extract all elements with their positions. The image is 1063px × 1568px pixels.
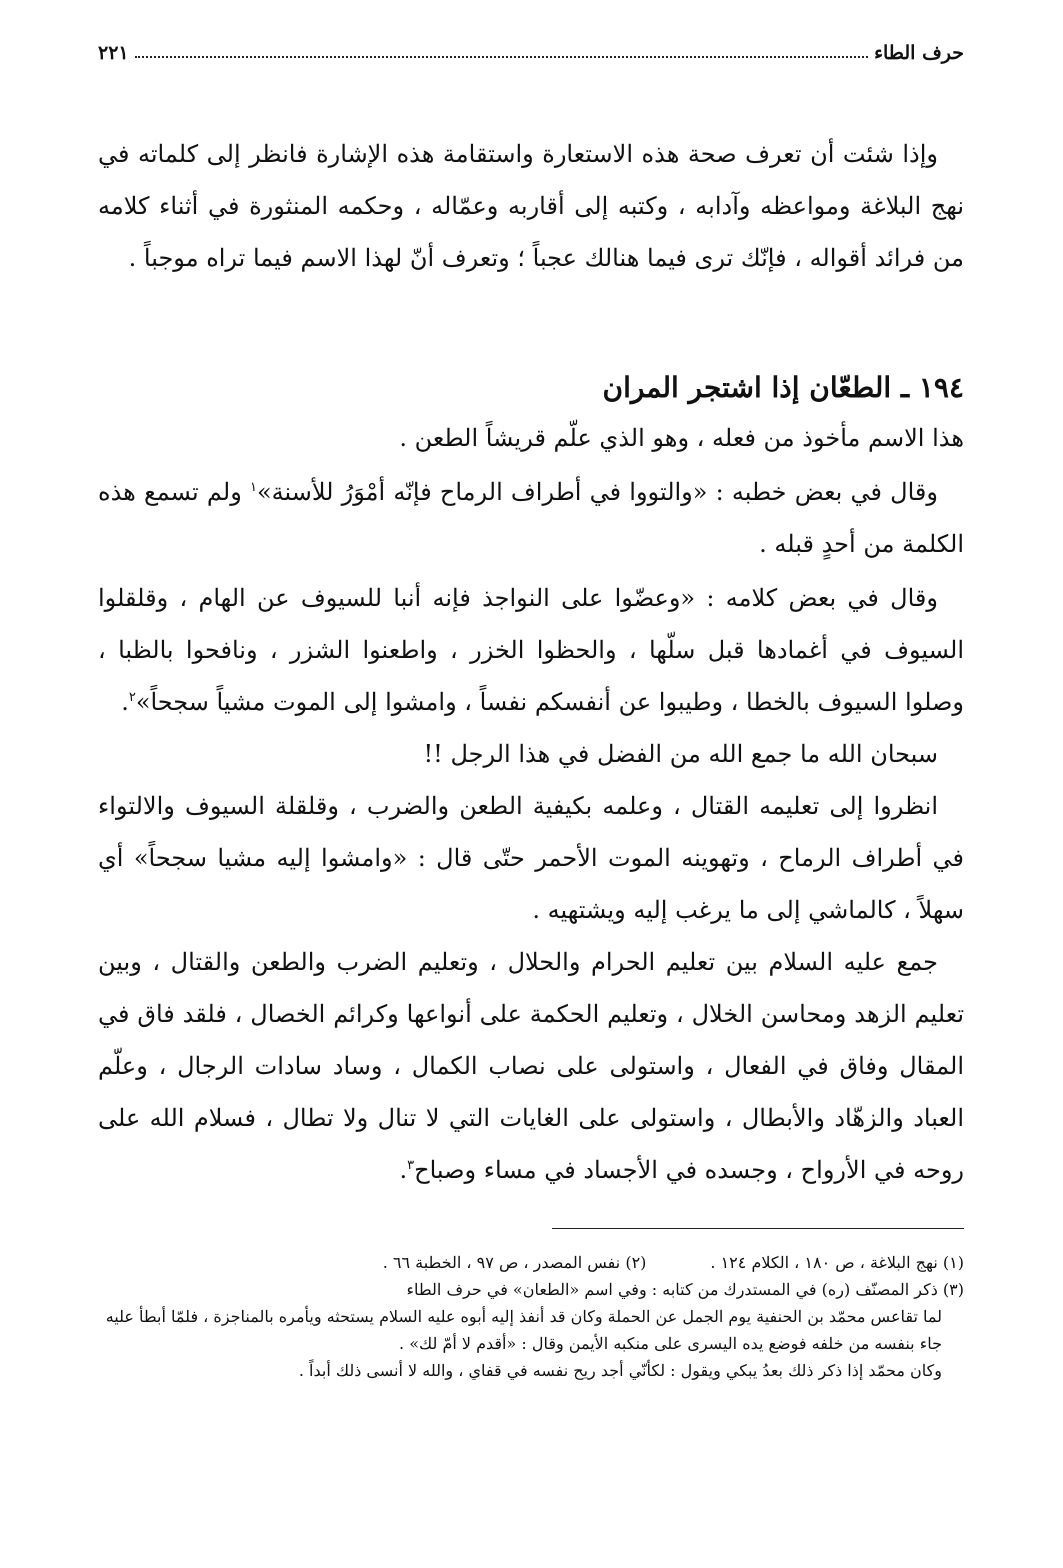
section-paragraph-2	[98, 466, 964, 570]
paragraph-text: وقال في بعض خطبه : «والتووا في أطراف الرماح فإنّه أمْوَرُ للأسنة»	[256, 478, 938, 506]
footnote-2: (٢) نفس المصدر ، ص ٩٧ ، الخطبة ٦٦ .	[382, 1253, 647, 1272]
footnote-3-line-1: لما تقاعس محمّد بن الحنفية يوم الجمل عن الحملة وكان قد أنفذ إليه أبوه عليه السلام يستحثه ويأمره بالمناجزة ، فلمّا أبطأ عليه جاء بنفسه من خلفه فوضع يده اليسرى على منكبه الأيمن وقال : «أقدم لا أمّ لك» .	[105, 1307, 942, 1353]
footnote-3-title: (٣) ذكر المصنّف (ره) في المستدرك من كتابه : وفي اسم «الطعان» في حرف الطاء	[406, 1280, 964, 1299]
footnote-ref-1[interactable]: ١	[249, 480, 257, 495]
paragraph-text: .	[399, 1156, 408, 1184]
section-title: ١٩٤ ـ الطعّان إذا اشتجر المران	[602, 371, 964, 404]
paragraph-text: .	[121, 688, 129, 716]
footnote-3-line-2: وكان محمّد إذا ذكر ذلك بعدُ يبكي ويقول : لكأنّي أجد ريح نفسه في قفاي ، والله لا أنسى ذلك أبداً .	[298, 1361, 942, 1380]
paragraph-text: جمع عليه السلام بين تعليم الحرام والحلال ، وتعليم الضرب والطعن والقتال ، وبين تعليم الزهد ومحاسن الخلال ، وتعليم الحكمة على أنواعها وكرائم الخصال ، فلقد فاق في المقال وفاق في الفعال ، واستولى على نصاب الكمال ، وساد سادات الرجال ، وعلّم العباد والزهّاد والأبطال ، واستولى على الغايات التي لا تنال ولا تطال ، فسلام الله على روحه في الأرواح ، وجسده في الأجساد في مساء وصباح	[98, 948, 964, 1184]
section-paragraph-3	[98, 572, 964, 728]
paragraph-text: ولم تسمع هذه الكلمة من أحدٍ قبله .	[98, 478, 964, 558]
intro-paragraph: وإذا شئت أن تعرف صحة هذه الاستعارة واستقامة هذه الإشارة فانظر إلى كلماته في نهج البلاغة ومواعظه وآدابه ، وكتبه إلى أقاربه وعمّاله ، وحكمه المنثورة في أثناء كلامه من فرائد أقواله ، فإنّك ترى فيما هنالك عجباً ؛ وتعرف أنّ لهذا الاسم فيما تراه موجباً .	[98, 140, 964, 272]
book-page	[98, 32, 964, 1384]
section-paragraph-1: هذا الاسم مأخوذ من فعله ، وهو الذي علّم قريشاً الطعن .	[399, 424, 964, 452]
footnote-ref-2[interactable]: ٢	[128, 690, 136, 705]
paragraph-text: وقال في بعض كلامه : «وعضّوا على النواجذ فإنه أنبا للسيوف عن الهام ، وقلقلوا السيوف في أغمادها قبل سلّها ، والحظوا الخزر ، واطعنوا الشزر ، ونافحوا بالظبا ، وصلوا السيوف بالخطا ، وطيبوا عن أنفسكم نفساً ، وامشوا إلى الموت مشياً سجحاً»	[98, 584, 964, 716]
section-paragraph-5: انظروا إلى تعليمه القتال ، وعلمه بكيفية الطعن والضرب ، وقلقلة السيوف والالتواء في أطراف الرماح ، وتهوينه الموت الأحمر حتّى قال : «وامشوا إليه مشيا سجحاً» أي سهلاً ، كالماشي إلى ما يرغب إليه ويشتهيه .	[98, 792, 964, 924]
running-header	[98, 32, 964, 64]
footnote-row-1-2	[98, 1249, 964, 1276]
leader-dots	[135, 56, 868, 58]
section-paragraph-4: سبحان الله ما جمع الله من الفضل في هذا الرجل !!	[423, 740, 938, 768]
footnote-ref-3[interactable]: ٣	[407, 1158, 415, 1173]
footnote-divider	[552, 1228, 964, 1229]
section-paragraph-6	[98, 936, 964, 1196]
page-number: ٢٢١	[98, 42, 129, 64]
footnote-1: (١) نهج البلاغة ، ص ١٨٠ ، الكلام ١٢٤ .	[710, 1253, 964, 1272]
chapter-title: حرف الطاء	[874, 42, 964, 64]
